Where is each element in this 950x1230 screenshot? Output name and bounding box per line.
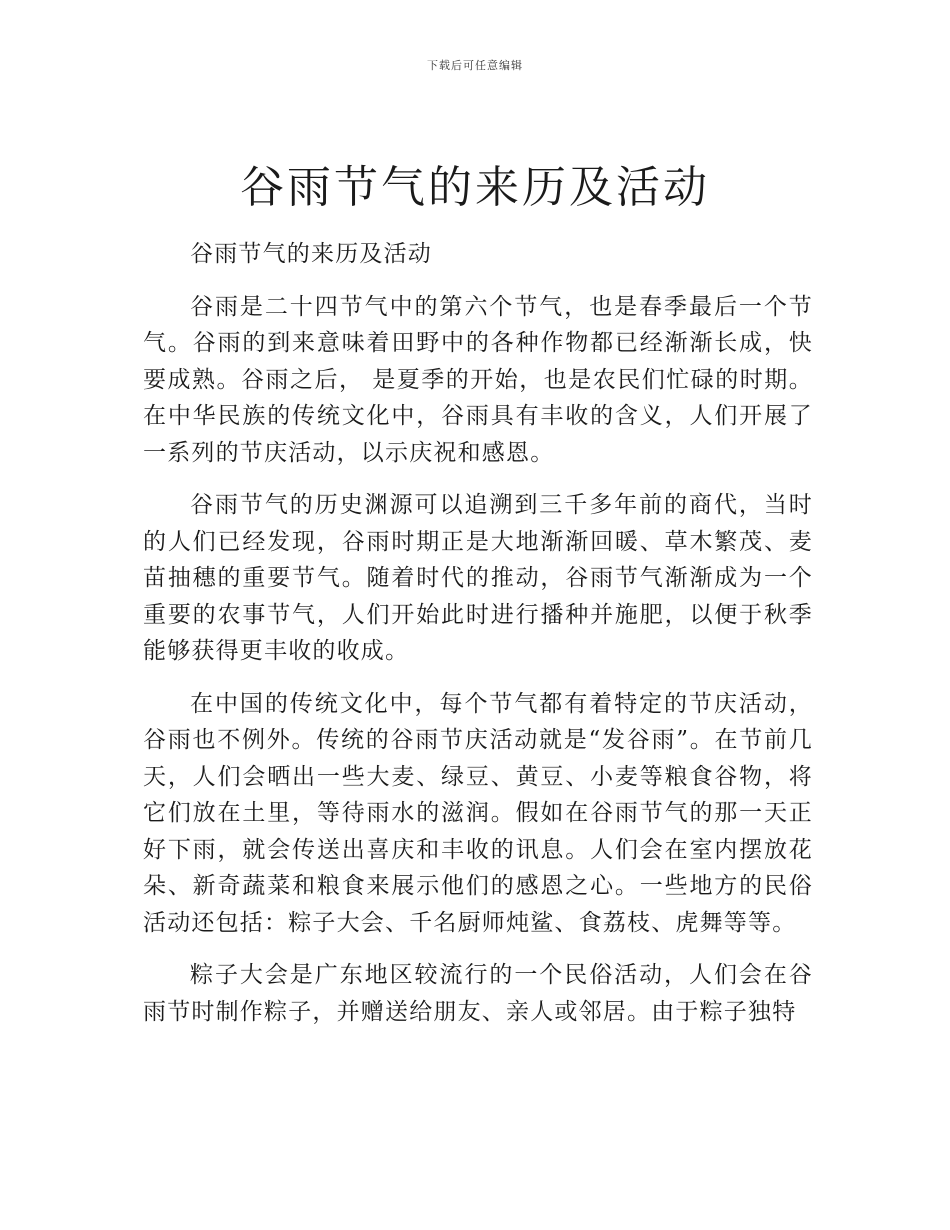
document-body (143, 236, 813, 1046)
paragraph-zongzi: 粽子大会是广东地区较流行的一个民俗活动，人们会在谷雨节时制作粽子，并赠送给朋友、亲人或邻居。由于粽子独特 (143, 962, 813, 1025)
paragraph-customs: 在中国的传统文化中，每个节气都有着特定的节庆活动，谷雨也不例外。传统的谷雨节庆活动就是“发谷雨”。在节前几天，人们会晒出一些大麦、绿豆、黄豆、小麦等粮食谷物，将它们放在土里，等待雨水的滋润。假如在谷雨节气的那一天正好下雨，就会传送出喜庆和丰收的讯息。人们会在室内摆放花朵、新奇蔬菜和粮食来展示他们的感恩之心。一些地方的民俗活动还包括：粽子大会、千名厨师炖鲨、食荔枝、虎舞等等。 (143, 690, 813, 936)
paragraph-origin: 谷雨是二十四节气中的第六个节气，也是春季最后一个节气。谷雨的到来意味着田野中的各种作物都已经渐渐长成，快要成熟。谷雨之后， 是夏季的开始，也是农民们忙碌的时期。在中华民族的传统文化中，谷雨具有丰收的含义，人们开展了一系列的节庆活动，以示庆祝和感恩。 (143, 293, 813, 466)
page-header-note: 下载后可任意编辑 (427, 59, 523, 72)
document-subtitle: 谷雨节气的来历及活动 (190, 241, 432, 267)
paragraph-history: 谷雨节气的历史渊源可以追溯到三千多年前的商代，当时的人们已经发现，谷雨时期正是大地渐渐回暖、草木繁茂、麦苗抽穗的重要节气。随着时代的推动，谷雨节气渐渐成为一个重要的农事节气，人们开始此时进行播种并施肥，以便于秋季能够获得更丰收的收成。 (143, 492, 813, 664)
document-title: 谷雨节气的来历及活动 (240, 162, 710, 213)
